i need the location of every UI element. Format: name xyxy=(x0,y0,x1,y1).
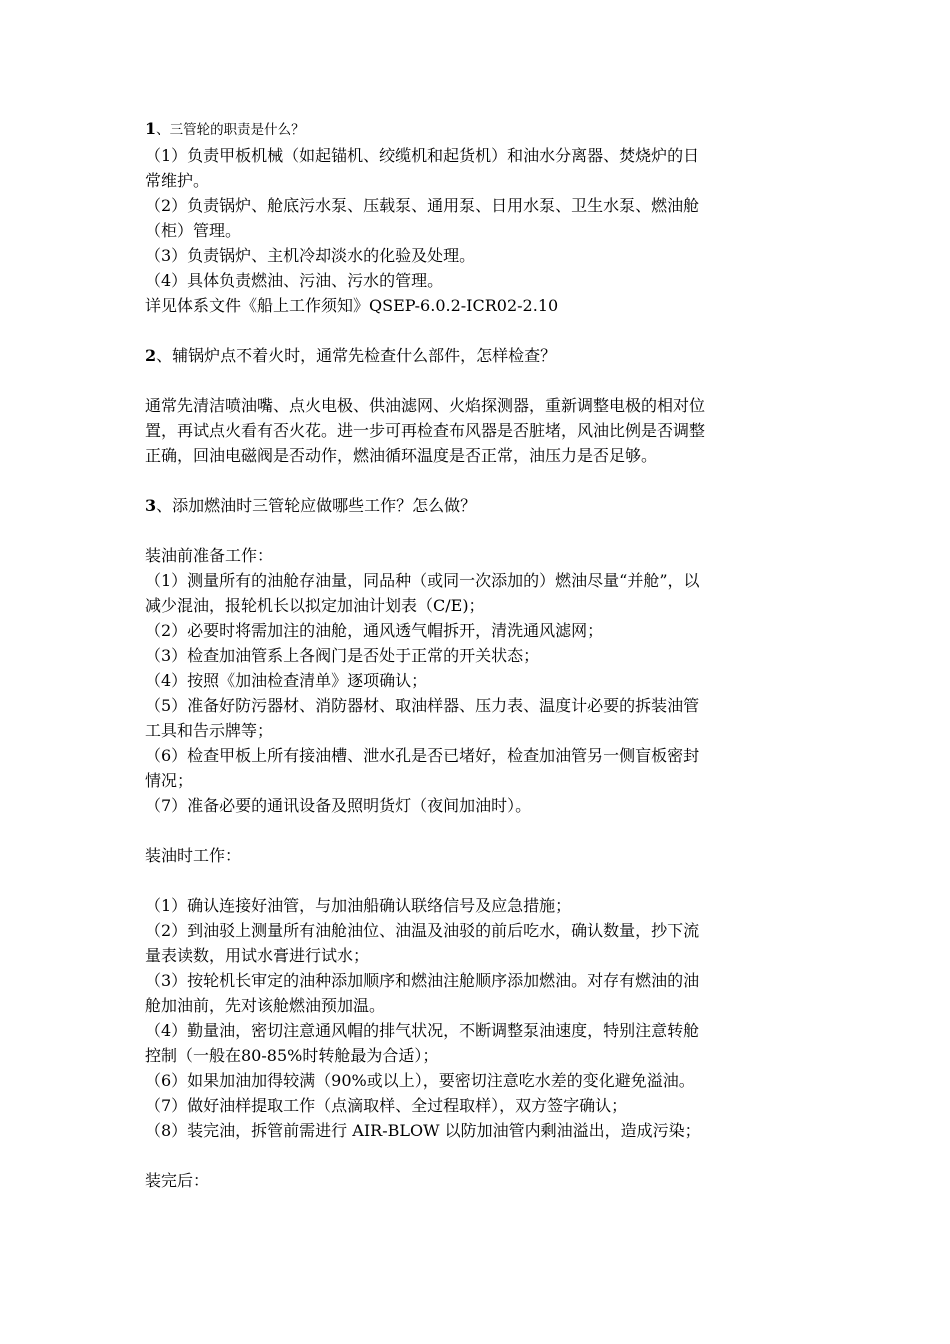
during-line: （6）如果加油加得较满（90%或以上），要密切注意吃水差的变化避免溢油。 xyxy=(145,1071,695,1090)
prep-line: （1）测量所有的油舱存油量，同品种（或同一次添加的）燃油尽量“并舱”，以 xyxy=(145,571,700,590)
prep-line: （5）准备好防污器材、消防器材、取油样器、压力表、温度计必要的拆装油管 xyxy=(145,696,700,715)
prep-line: （2）必要时将需加注的油舱，通风透气帽拆开，清洗通风滤网； xyxy=(145,621,604,640)
q1-line: （1）负责甲板机械（如起锚机、绞缆机和起货机）和油水分离器、焚烧炉的日 xyxy=(145,146,700,165)
prep-line: （7）准备必要的通讯设备及照明货灯（夜间加油时）。 xyxy=(145,796,532,815)
during-line: （2）到油驳上测量所有油舱油位、油温及油驳的前后吃水，确认数量，抄下流 xyxy=(145,921,700,940)
during-section-title: 装油时工作： xyxy=(145,846,242,865)
q2-line: 正确，回油电磁阀是否动作，燃油循环温度是否正常，油压力是否足够。 xyxy=(145,446,658,465)
q1-line: （4）具体负责燃油、污油、污水的管理。 xyxy=(145,271,444,290)
during-line: 控制（一般在80-85%时转舱最为合适）； xyxy=(145,1046,439,1065)
during-line: （8）装完油，拆管前需进行 AIR-BLOW 以防加油管内剩油溢出，造成污染； xyxy=(145,1121,701,1140)
question-3-heading xyxy=(145,493,854,518)
prep-line: 情况； xyxy=(145,771,194,790)
prep-line: （4）按照《加油检查清单》逐项确认； xyxy=(145,671,428,690)
question-2-number: 2 xyxy=(145,346,157,365)
question-1-title: 、三管轮的职责是什么？ xyxy=(156,122,305,138)
during-line: （4）勤量油，密切注意通风帽的排气状况，不断调整泵油速度，特别注意转舱 xyxy=(145,1021,700,1040)
prep-line: （6）检查甲板上所有接油槽、泄水孔是否已堵好，检查加油管另一侧盲板密封 xyxy=(145,746,700,765)
during-line: （3）按轮机长审定的油种添加顺序和燃油注舱顺序添加燃油。对存有燃油的油 xyxy=(145,971,700,990)
q1-line: （2）负责锅炉、舱底污水泵、压载泵、通用泵、日用水泵、卫生水泵、燃油舱 xyxy=(145,196,700,215)
during-line: （1）确认连接好油管，与加油船确认联络信号及应急措施； xyxy=(145,896,572,915)
question-3-number: 3 xyxy=(145,496,157,515)
during-line: 舱加油前，先对该舱燃油预加温。 xyxy=(145,996,386,1015)
q1-line: （柜）管理。 xyxy=(145,221,242,240)
during-line: （7）做好油样提取工作（点滴取样、全过程取样），双方签字确认； xyxy=(145,1096,628,1115)
after-section-title: 装完后： xyxy=(145,1171,210,1190)
prep-line: （3）检查加油管系上各阀门是否处于正常的开关状态； xyxy=(145,646,540,665)
q1-line: （3）负责锅炉、主机冷却淡水的化验及处理。 xyxy=(145,246,476,265)
prep-section-title: 装油前准备工作： xyxy=(145,546,274,565)
question-2-title: 、辅锅炉点不着火时，通常先检查什么部件，怎样检查？ xyxy=(156,346,557,365)
question-1-number: 1 xyxy=(145,119,157,138)
q1-reference: 详见体系文件《船上工作须知》QSEP-6.0.2-ICR02-2.10 xyxy=(145,296,559,315)
q2-line: 置，再试点火看有否火花。进一步可再检查布风器是否脏堵，风油比例是否调整 xyxy=(145,421,706,440)
question-2-heading xyxy=(145,343,854,368)
question-1-heading xyxy=(145,116,854,143)
prep-line: 工具和告示牌等； xyxy=(145,721,274,740)
during-line: 量表读数，用试水膏进行试水； xyxy=(145,946,370,965)
q2-line: 通常先清洁喷油嘴、点火电极、供油滤网、火焰探测器，重新调整电极的相对位 xyxy=(145,396,706,415)
question-3-title: 、添加燃油时三管轮应做哪些工作？怎么做？ xyxy=(156,496,477,515)
q1-line: 常维护。 xyxy=(145,171,210,190)
prep-line: 减少混油，报轮机长以拟定加油计划表（C/E)； xyxy=(145,596,485,615)
